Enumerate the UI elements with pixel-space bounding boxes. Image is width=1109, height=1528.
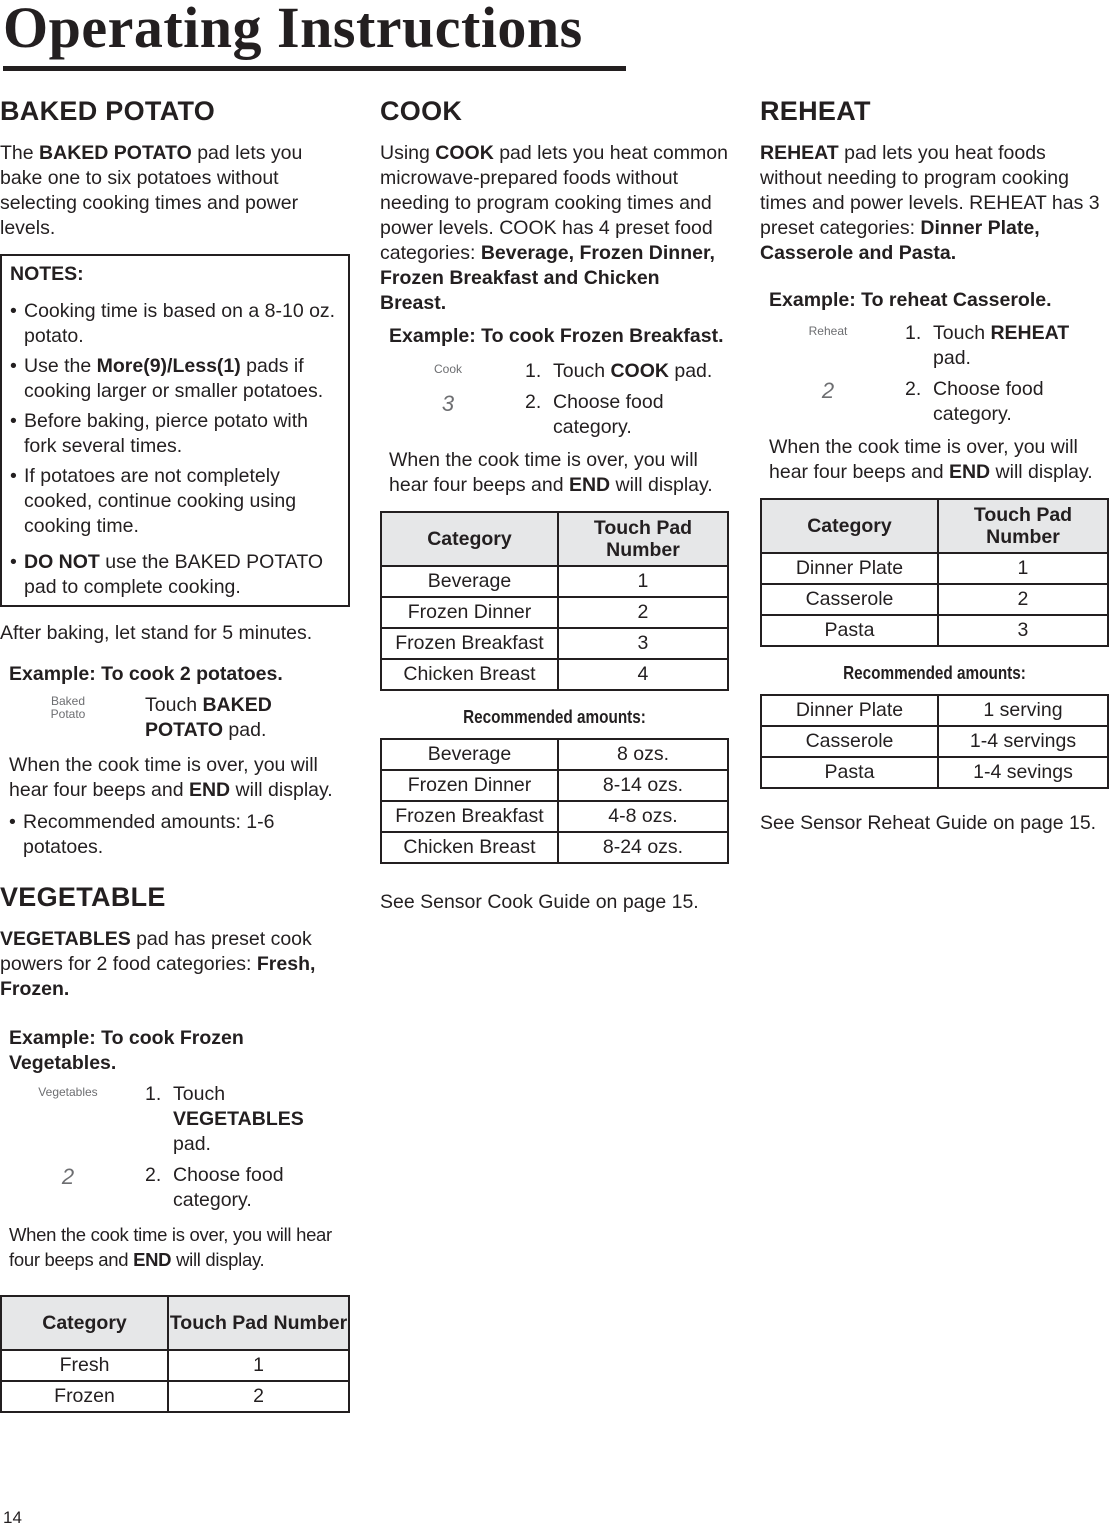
table-row: Dinner Plate 1 serving (761, 695, 1108, 726)
table-row: Frozen Dinner 8-14 ozs. (381, 770, 728, 801)
vegetable-heading: VEGETABLE (0, 882, 166, 912)
example-step (769, 321, 1109, 371)
step-text: Choose food category. (553, 391, 664, 438)
sensor-reheat-guide-ref: See Sensor Reheat Guide on page 15. (760, 812, 1097, 834)
example-step (9, 693, 350, 743)
example-step (389, 390, 729, 440)
pad-number-3: 3 (441, 391, 455, 416)
step-text: Touch VEGETABLES pad. (173, 1083, 304, 1155)
table-row: Casserole 1-4 servings (761, 726, 1108, 757)
reheat-heading: REHEAT (760, 96, 871, 126)
cook-category-table (380, 511, 729, 691)
table-header: Category (761, 499, 938, 553)
note-item: • Use the More(9)/Less(1) pads if cooking larger or smaller potatoes. (10, 355, 324, 402)
recommended-note: • Recommended amounts: 1-6 potatoes. (9, 811, 275, 858)
vegetable-intro: VEGETABLES pad has preset cook powers for 2 food categories: Fresh, Frozen. (0, 928, 316, 1000)
reheat-pad-label: Reheat (808, 324, 848, 338)
table-header: Category (1, 1296, 168, 1350)
table-row: Pasta 1-4 sevings (761, 757, 1108, 788)
step-text: Touch COOK pad. (553, 360, 713, 382)
table-row: Beverage 1 (381, 566, 728, 597)
example-title: Example: To reheat Casserole. (769, 289, 1052, 311)
reheat-category-table (760, 498, 1109, 647)
example-title: Example: To cook Frozen Vegetables. (9, 1027, 244, 1074)
table-row: Frozen 2 (1, 1381, 349, 1412)
sensor-cook-guide-ref: See Sensor Cook Guide on page 15. (380, 891, 699, 913)
table-row: Dinner Plate 1 (761, 553, 1108, 584)
after-baking-text: After baking, let stand for 5 minutes. (0, 622, 313, 644)
example-step (769, 377, 1109, 427)
table-row: Fresh 1 (1, 1350, 349, 1381)
done-text: When the cook time is over, you will hear four beeps and END will display. (9, 1224, 332, 1270)
page-number: 14 (3, 1508, 22, 1527)
table-row: Beverage 8 ozs. (381, 739, 728, 770)
vegetable-example (0, 1026, 350, 1272)
example-step (9, 1082, 350, 1157)
notes-box (0, 254, 350, 607)
cook-pad-label: Cook (433, 362, 462, 376)
reheat-recommended-table (760, 694, 1109, 789)
example-step (389, 359, 729, 384)
table-header: Touch Pad Number (558, 512, 728, 566)
reheat-example (760, 288, 1109, 485)
table-row: Pasta 3 (761, 615, 1108, 646)
done-text: When the cook time is over, you will hear four beeps and END will display. (9, 754, 333, 801)
column-baked-potato-vegetable (0, 94, 350, 1413)
cook-heading: COOK (380, 96, 463, 126)
example-title: Example: To cook Frozen Breakfast. (389, 325, 724, 347)
step-text: Touch REHEAT pad. (933, 322, 1070, 369)
step-number: 2. (145, 1164, 162, 1186)
cook-recommended-table (380, 738, 729, 864)
baked-potato-intro: The BAKED POTATO pad lets you bake one to six potatoes without selecting cooking times and power levels. (0, 142, 303, 239)
vegetable-table (0, 1295, 350, 1413)
table-header: Category (381, 512, 558, 566)
note-item: • If potatoes are not completely cooked, continue cooking using cooking time. (10, 465, 297, 537)
cook-example (380, 324, 729, 498)
recommended-amounts-title: Recommended amounts: (463, 707, 646, 727)
table-header: Touch Pad Number (938, 499, 1108, 553)
example-title: Example: To cook 2 potatoes. (9, 663, 283, 685)
baked-potato-pad-label: Baked Potato (50, 694, 86, 721)
page-title: Operating Instructions (3, 0, 583, 60)
column-cook (380, 94, 729, 915)
step-text: Choose food category. (173, 1164, 284, 1211)
step-number: 1. (145, 1083, 162, 1105)
step-number: 1. (905, 322, 922, 344)
note-item: • Before baking, pierce potato with fork several times. (10, 410, 309, 457)
table-header: Touch Pad Number (168, 1296, 349, 1350)
pad-number-2: 2 (61, 1164, 75, 1189)
notes-title: NOTES: (10, 263, 84, 285)
step-text: Touch BAKED POTATO pad. (145, 694, 272, 741)
cook-intro: Using COOK pad lets you heat common microwave-prepared foods without needing to program cooking times and power levels. COOK has 4 preset food categories: Beverage, Frozen Dinner, Frozen Breakfast and Chicken Breast. (380, 142, 728, 314)
step-number: 2. (525, 391, 542, 413)
table-row: Casserole 2 (761, 584, 1108, 615)
table-row: Frozen Breakfast 4-8 ozs. (381, 801, 728, 832)
table-row: Frozen Breakfast 3 (381, 628, 728, 659)
step-number: 1. (525, 360, 542, 382)
baked-potato-example (0, 662, 350, 860)
column-reheat (760, 94, 1109, 836)
step-number: 2. (905, 378, 922, 400)
pad-number-2: 2 (821, 378, 835, 403)
recommended-amounts-title: Recommended amounts: (843, 663, 1026, 683)
title-rule (3, 66, 626, 71)
table-row: Frozen Dinner 2 (381, 597, 728, 628)
done-text: When the cook time is over, you will hear four beeps and END will display. (769, 436, 1093, 483)
note-item: • DO NOT use the BAKED POTATO pad to complete cooking. (10, 551, 324, 598)
table-row: Chicken Breast 8-24 ozs. (381, 832, 728, 863)
example-step (9, 1163, 350, 1213)
note-item: • Cooking time is based on a 8-10 oz. potato. (10, 300, 336, 347)
done-text: When the cook time is over, you will hear four beeps and END will display. (389, 449, 713, 496)
table-row: Chicken Breast 4 (381, 659, 728, 690)
baked-potato-heading: BAKED POTATO (0, 96, 216, 126)
reheat-intro: REHEAT pad lets you heat foods without needing to program cooking times and power levels. REHEAT has 3 preset categories: Dinner Plate, Casserole and Pasta. (760, 142, 1100, 264)
step-text: Choose food category. (933, 378, 1044, 425)
vegetables-pad-label: Vegetables (38, 1085, 98, 1099)
